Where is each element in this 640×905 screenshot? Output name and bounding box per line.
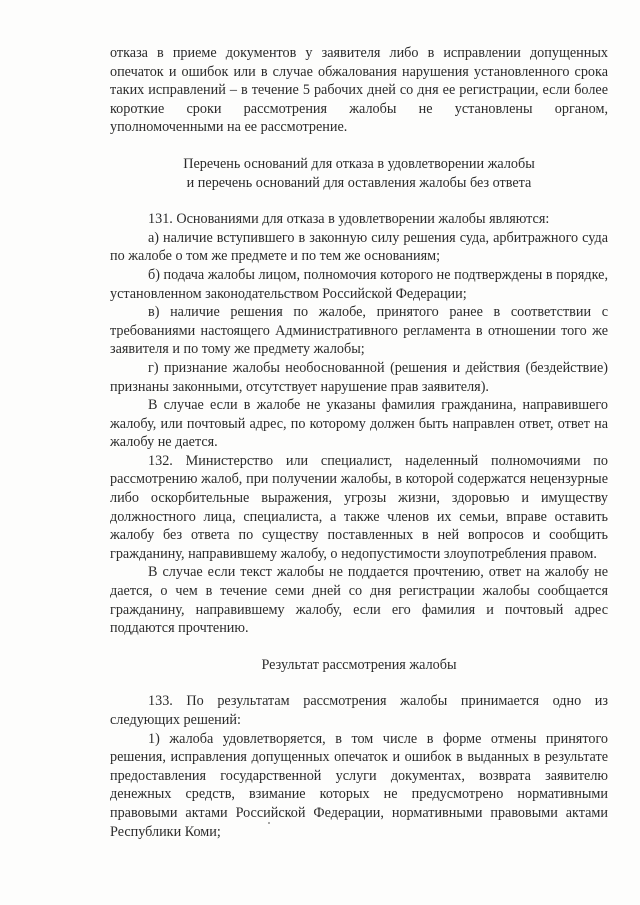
- paragraph-131-v: в) наличие решения по жалобе, принятого ранее в соответствии с требованиями настоящего Административного регламента в отношении того же заявителя и по тому же предмету жалобы;: [110, 304, 608, 358]
- paragraph-132-unreadable: В случае если текст жалобы не поддается прочтению, ответ на жалобу не дается, о чем в течение семи дней со дня регистрации жалобы сообщается гражданину, направившему жалобу, если его фамилия и почтовый адрес поддаются прочтению.: [110, 564, 608, 637]
- paragraph-131-g: г) признание жалобы необоснованной (решения и действия (бездействие) признаны законными, отсутствует нарушение прав заявителя).: [110, 359, 608, 395]
- paragraph-131-b: б) подача жалобы лицом, полномочия которого не подтверждены в порядке, установленном законодательством Российской Федерации;: [110, 266, 608, 302]
- paragraph-133-1: 1) жалоба удовлетворяется, в том числе в форме отмены принятого решения, исправления допущенных опечаток и ошибок в выданных в результате предоставления государственной услуги документах, возврата заявителю денежных средств, взимание которых не предусмотрено нормативными правовыми актами Российской Федерации, нормативными правовыми актами Республики Коми;: [110, 730, 608, 840]
- heading-result: Результат рассмотрения жалобы: [261, 656, 457, 673]
- paragraph-133-intro: 133. По результатам рассмотрения жалобы принимается одно из следующих решений:: [110, 693, 608, 728]
- heading-refusal-line2: и перечень оснований для оставления жалобы без ответа: [186, 174, 532, 191]
- document-body: [110, 44, 608, 841]
- paragraph-131-a: а) наличие вступившего в законную силу решения суда, арбитражного суда по жалобе о том же предмете и по тем же основаниям;: [110, 229, 608, 265]
- heading-refusal-line1: Перечень оснований для отказа в удовлетворении жалобы: [183, 155, 535, 172]
- scan-speck: [268, 822, 270, 824]
- paragraph-131-no-name: В случае если в жалобе не указаны фамилия гражданина, направившего жалобу, или почтовый адрес, по которому должен быть направлен ответ, ответ на жалобу не дается.: [110, 397, 608, 451]
- paragraph-131-intro: 131. Основаниями для отказа в удовлетворении жалобы являются:: [148, 211, 550, 228]
- paragraph-132: 132. Министерство или специалист, наделенный полномочиями по рассмотрению жалоб, при получении жалобы, в которой содержатся нецензурные либо оскорбительные выражения, угрозы жизни, здоровью и имуществу должностного лица, специалиста, а также членов их семьи, вправе оставить жалобу без ответа по существу поставленных в ней вопросов и сообщить гражданину, направившему жалобу, о недопустимости злоупотребления правом.: [110, 452, 608, 562]
- paragraph-intro: отказа в приеме документов у заявителя либо в исправлении допущенных опечаток и ошибок или в случае обжалования нарушения установленного срока таких исправлений – в течение 5 рабочих дней со дня ее регистрации, если более короткие сроки рассмотрения жалобы не установлены органом, уполномоченными на ее рассмотрение.: [110, 45, 608, 136]
